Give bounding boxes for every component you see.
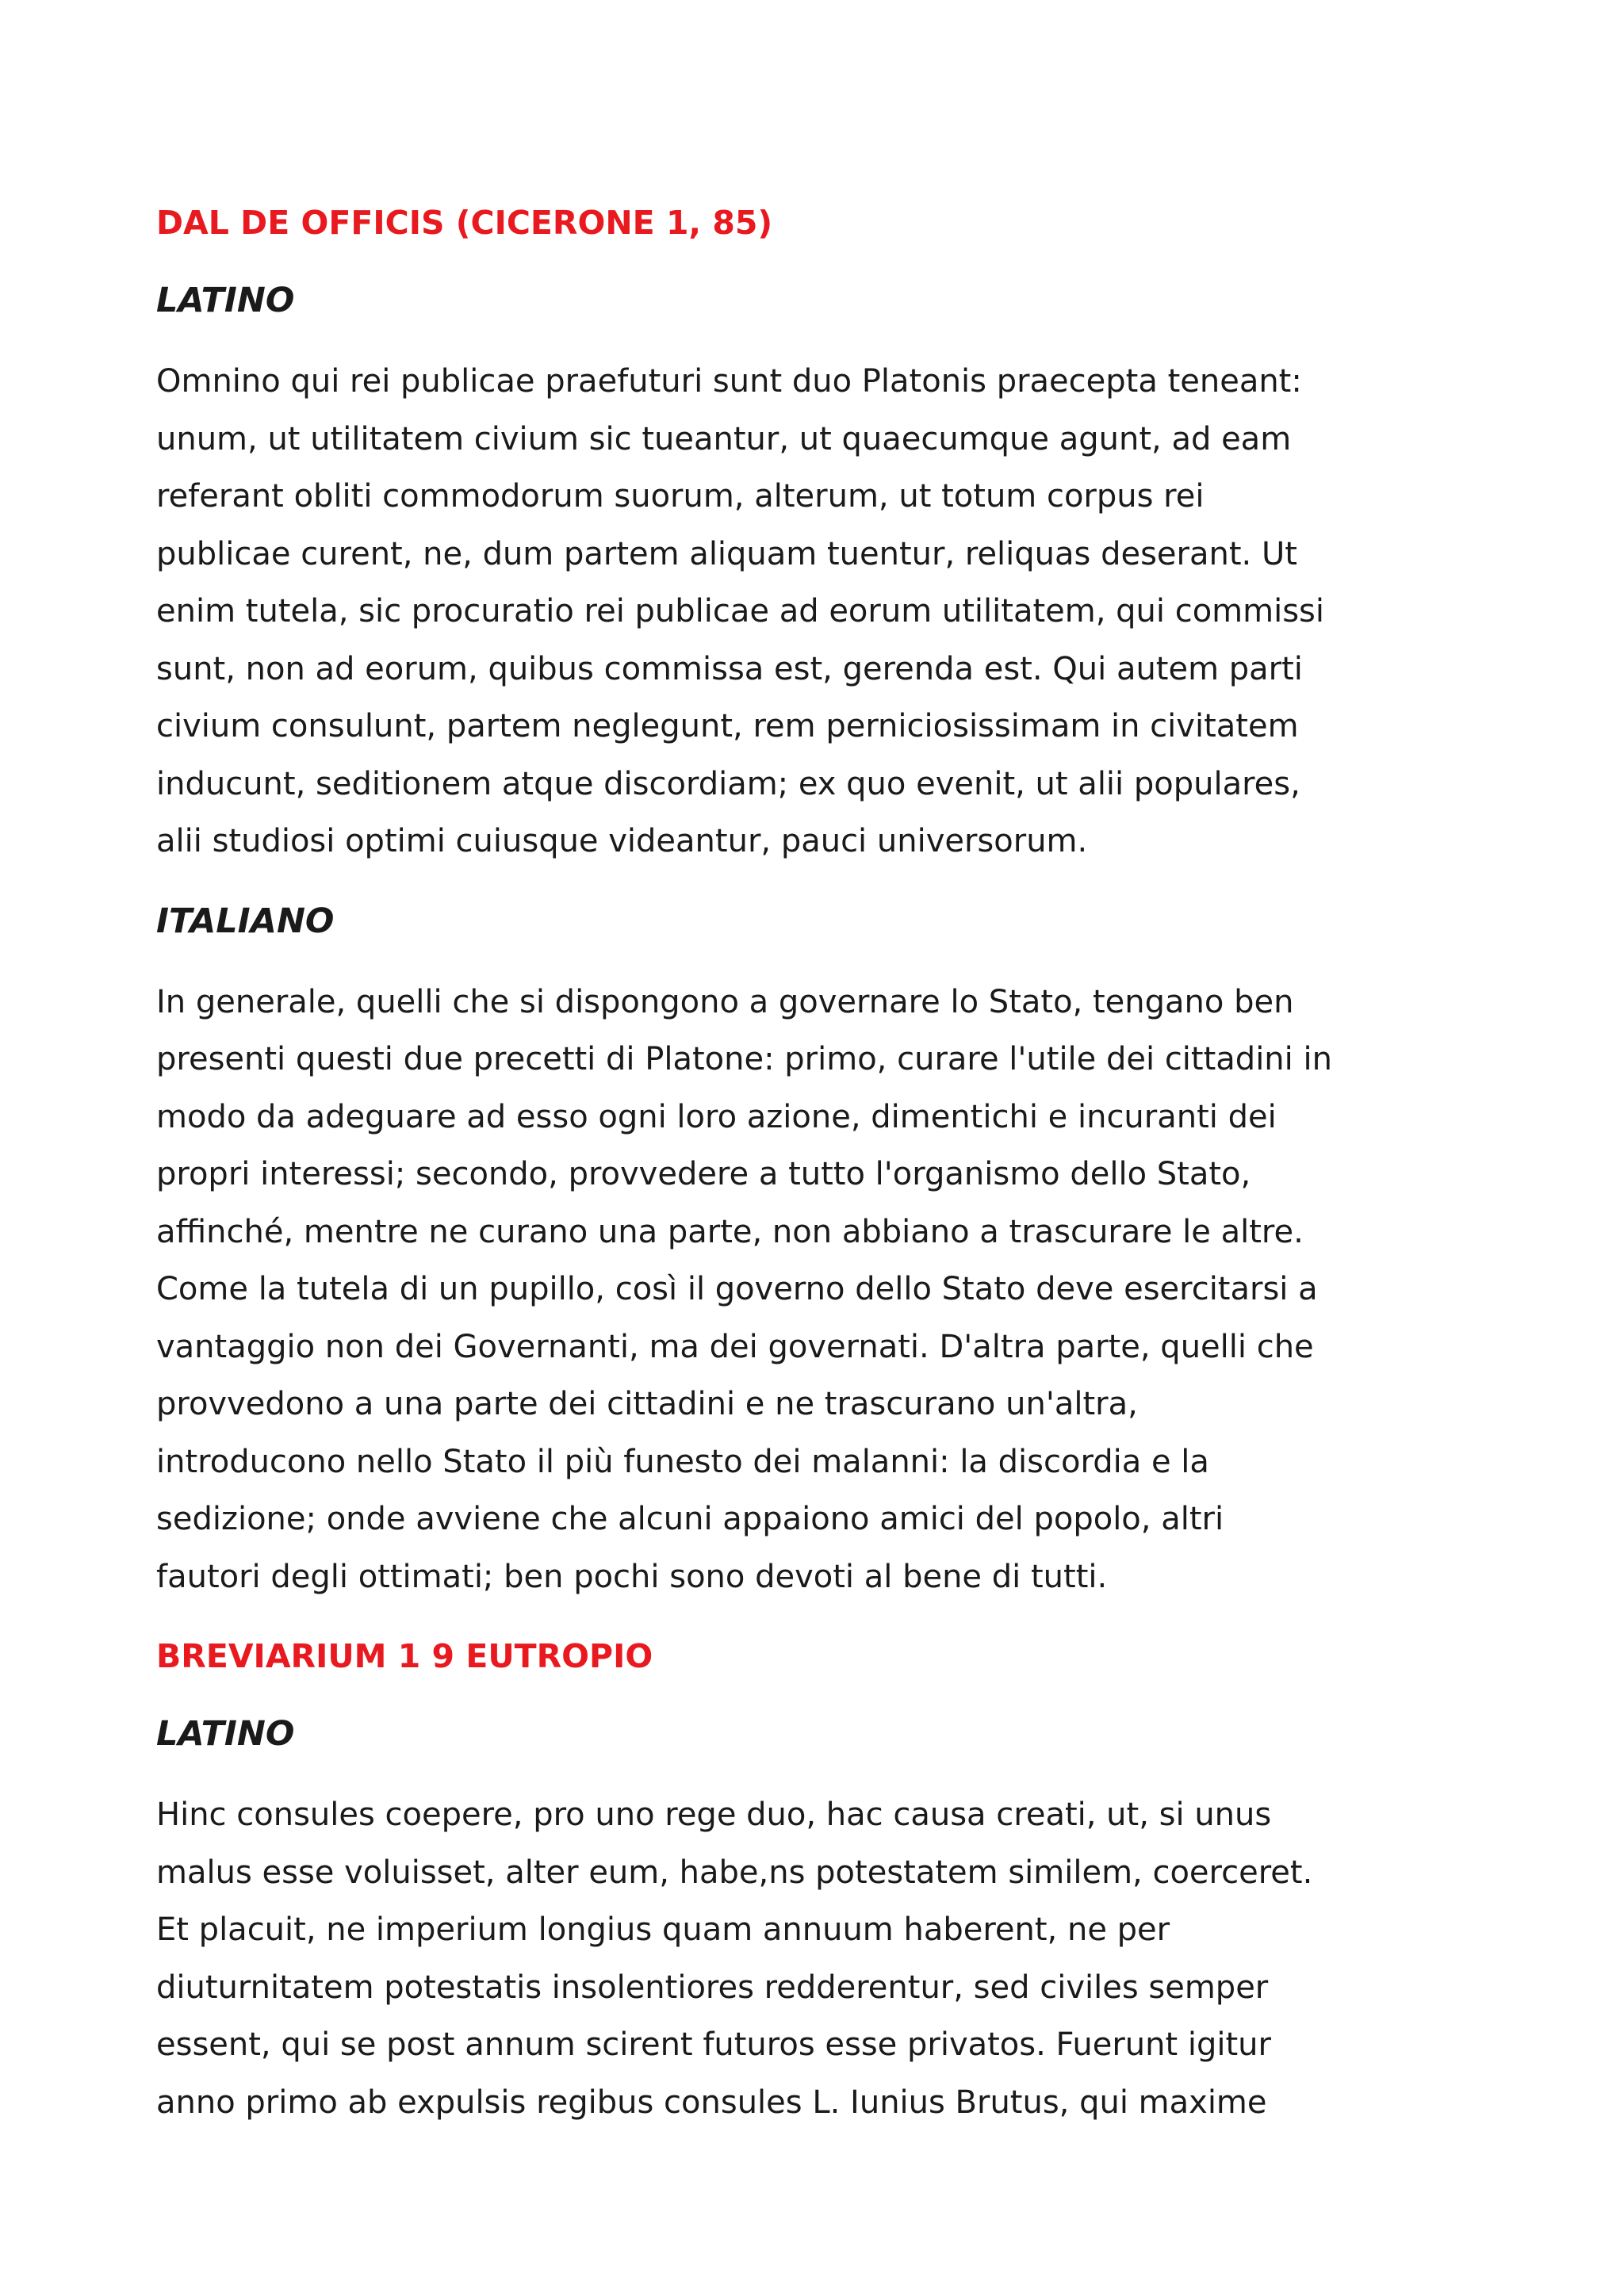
section-1-italian-label: ITALIANO <box>156 901 335 941</box>
section-2-title: BREVIARIUM 1 9 EUTROPIO <box>156 1637 653 1675</box>
text-line: presenti questi due precetti di Platone: primo, curare l'utile dei cittadini in <box>156 1041 1332 1077</box>
text-line: affinché, mentre ne curano una parte, non abbiano a trascurare le altre. <box>156 1213 1304 1250</box>
text-line: alii studiosi optimi cuiusque videantur, pauci universorum. <box>156 823 1088 859</box>
text-line: modo da adeguare ad esso ogni loro azione, dimentichi e incuranti dei <box>156 1098 1277 1135</box>
text-line: malus esse voluisset, alter eum, habe,ns potestatem similem, coerceret. <box>156 1854 1313 1891</box>
text-line: unum, ut utilitatem civium sic tueantur, ut quaecumque agunt, ad eam <box>156 420 1292 457</box>
text-line: enim tutela, sic procuratio rei publicae ad eorum utilitatem, qui commissi <box>156 593 1325 629</box>
text-line: introducono nello Stato il più funesto dei malanni: la discordia e la <box>156 1443 1209 1480</box>
text-line: provvedono a una parte dei cittadini e ne trascurano un'altra, <box>156 1386 1138 1422</box>
text-line: Et placuit, ne imperium longius quam annuum haberent, ne per <box>156 1911 1170 1948</box>
text-line: referant obliti commodorum suorum, alterum, ut totum corpus rei <box>156 478 1205 515</box>
text-line: sunt, non ad eorum, quibus commissa est, gerenda est. Qui autem parti <box>156 650 1303 687</box>
text-line: civium consulunt, partem neglegunt, rem perniciosissimam in civitatem <box>156 708 1299 744</box>
text-line: Omnino qui rei publicae praefuturi sunt duo Platonis praecepta teneant: <box>156 363 1302 400</box>
section-1-latin-paragraph <box>156 353 1488 871</box>
text-line: In generale, quelli che si dispongono a governare lo Stato, tengano ben <box>156 983 1294 1020</box>
section-1-italian-paragraph <box>156 974 1488 1606</box>
section-1-title: DAL DE OFFICIS (CICERONE 1, 85) <box>156 204 773 242</box>
text-line: vantaggio non dei Governanti, ma dei governati. D'altra parte, quelli che <box>156 1328 1314 1365</box>
text-line: propri interessi; secondo, provvedere a tutto l'organismo dello Stato, <box>156 1156 1251 1192</box>
text-line: sedizione; onde avviene che alcuni appaiono amici del popolo, altri <box>156 1501 1224 1537</box>
section-2-latin-label: LATINO <box>156 1714 295 1754</box>
document-page <box>156 194 1488 2131</box>
section-1-latin-label: LATINO <box>156 281 295 320</box>
text-line: publicae curent, ne, dum partem aliquam tuentur, reliquas deserant. Ut <box>156 535 1297 572</box>
text-line: anno primo ab expulsis regibus consules L. Iunius Brutus, qui maxime <box>156 2084 1267 2121</box>
text-line: diuturnitatem potestatis insolentiores redderentur, sed civiles semper <box>156 1969 1269 2006</box>
text-line: inducunt, seditionem atque discordiam; ex quo evenit, ut alii populares, <box>156 765 1300 802</box>
section-2-latin-paragraph <box>156 1786 1488 2131</box>
text-line: essent, qui se post annum scirent futuros esse privatos. Fuerunt igitur <box>156 2026 1271 2063</box>
text-line: Hinc consules coepere, pro uno rege duo, hac causa creati, ut, si unus <box>156 1797 1272 1833</box>
text-line: Come la tutela di un pupillo, così il governo dello Stato deve esercitarsi a <box>156 1271 1318 1307</box>
text-line: fautori degli ottimati; ben pochi sono devoti al bene di tutti. <box>156 1558 1108 1595</box>
